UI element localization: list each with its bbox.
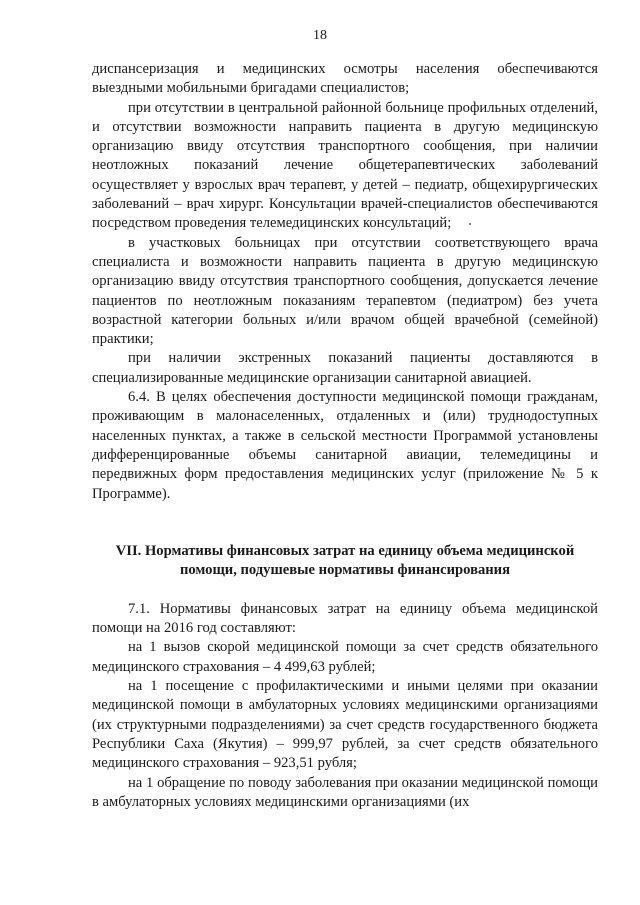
section-heading-line-1: VII. Нормативы финансовых затрат на единицу объема медицинской: [115, 542, 575, 559]
paragraph-local-hospitals: в участковых больницах при отсутствии соответствующего врача специалиста и возможности направить пациента в другую медицинскую организацию ввиду отсутствия транспортного сообщения, допускается лечение пациентов по неотложным показаниям терапевтом (педиатром) без учета возрастной категории больных и/или врачом общей врачебной (семейной) практики;: [92, 234, 598, 348]
paragraph-district-hospital-text: при отсутствии в центральной районной больнице профильных отделений, и отсутствии возможности направить пациента в другую медицинскую организацию ввиду отсутствия транспортного сообщения, при наличии неотложных показаний лечение общетерапевтических заболеваний осуществляет у взрослых врач терапевт, у детей – педиатр, общехирургических заболеваний – врач хирург. Консультации врачей-специалистов обеспечиваются посредством проведения телемедицинских консультаций;: [92, 99, 598, 232]
paragraph-7-1-standards: 7.1. Нормативы финансовых затрат на единицу объема медицинской помощи на 2016 год составляют:: [92, 600, 598, 637]
section-heading-vii: [92, 542, 598, 581]
paragraph-disease-appeal: на 1 обращение по поводу заболевания при оказании медицинской помощи в амбулаторных условиях медицинскими организациями (их: [92, 774, 598, 810]
paragraph-ambulance-call: на 1 вызов скорой медицинской помощи за счет средств обязательного медицинского страхования – 4 499,63 рублей;: [92, 639, 598, 675]
heading-spacer: [92, 581, 598, 600]
page-number: 18: [313, 28, 327, 43]
paragraph-emergency-aviation: при наличии экстренных показаний пациенты доставляются в специализированные медицинские организации санитарной авиацией.: [92, 350, 598, 386]
paragraph-district-hospital: [92, 99, 598, 234]
section-heading-line-2: помощи, подушевые нормативы финансирования: [180, 562, 510, 579]
paragraph-6-4-accessibility: 6.4. В целях обеспечения доступности медицинской помощи гражданам, проживающим в малонаселенных, отдаленных и (или) труднодоступных населенных пунктах, а также в сельской местности Программой установлены дифференцированные объемы санитарной авиации, телемедицины и передвижных форм предоставления медицинских услуг (приложение № 5 к Программе).: [92, 389, 598, 502]
section-spacer: [92, 504, 598, 542]
stray-dot-mark: [469, 223, 471, 225]
paragraph-screening-brigades: диспансеризация и медицинских осмотры населения обеспечиваются выездными мобильными бригадами специалистов;: [92, 61, 598, 97]
paragraph-preventive-visit: на 1 посещение с профилактическими и иными целями при оказании медицинской помощи в амбулаторных условиях медицинскими организациями (их структурными подразделениями) за счет средств государственного бюджета Республики Саха (Якутия) – 999,97 рублей, за счет средств обязательного медицинского страхования – 923,51 рубля;: [92, 678, 598, 772]
page-body: [92, 60, 598, 812]
